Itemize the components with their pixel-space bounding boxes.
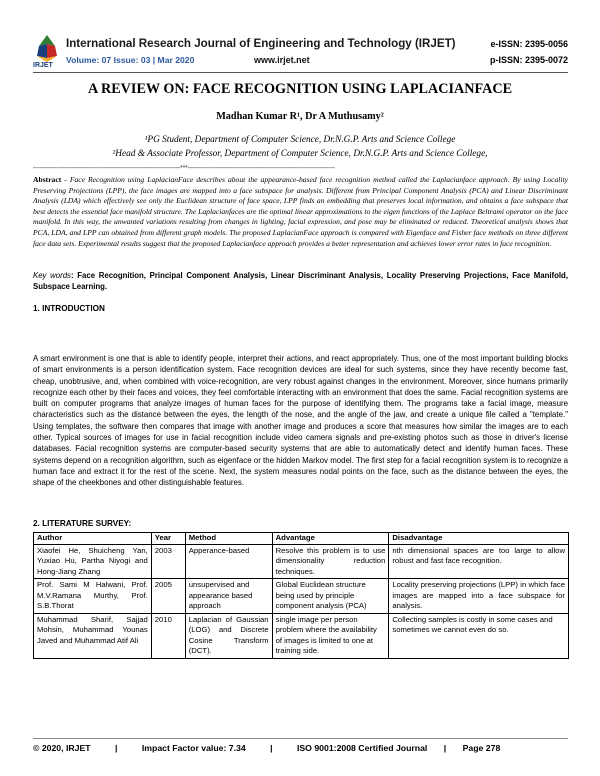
table-cell-disadvantage: nth dimensional spaces are too large to allow robust and fast face recognition. bbox=[389, 544, 569, 579]
introduction-text: A smart environment is one that is able to identify people, interpret their actions, and react appropriately. Thus, one of the most important building blocks of smart environments is a person identification system. Face recognition devices are ideal for such systems, since they have recently become fast, cheap, unobtrusive, and, when combined with voice-recognition, are very robust against changes in the environment. Moreover, since humans primarily recognize each other by their faces and voices, they feel comfortable interacting with an environment that does the same. Facial recognition systems are built on computer programs that analyze images of human faces for the purpose of identifying them. The programs take a facial image, measure characteristics such as the distance between the eyes, the length of the nose, and the angle of the jaw, and create a unique file called a "template." Using templates, the software then compares that image with another image and produces a score that measures how similar the images are to each other. Typical sources of images for use in facial recognition include video camera signals and pre-existing photos such as those in driver's license databases. Facial recognition systems are computer-based security systems that are able to automatically detect and identify human faces. These systems depend on a recognition algorithm, such as eigenface or the hidden Markov model. The first step for a facial recognition system is to recognize a human face and extract it for the rest of the scene. Next, the system measures nodal points on the face, such as the distance between the eyes, the shape of the cheekbones and other distinguishable features. bbox=[33, 354, 568, 488]
keywords-label: Key words bbox=[33, 271, 71, 280]
table-cell-disadvantage: Locality preserving projections (LPP) in which face images are mapped into a face subspace for analysis. bbox=[389, 579, 569, 614]
table-cell-method: Laplacian of Gaussian (LOG) and Discrete Cosine Transform (DCT). bbox=[185, 613, 272, 658]
table-cell-author: Muhammad Sharif, Sajjad Mohsin, Muhammad Younas Javed and Muhammad Atif Ali bbox=[34, 613, 152, 658]
affiliation-2: ²Head & Associate Professor, Department of Computer Science, Dr.N.G.P. Arts and Science College, bbox=[112, 149, 488, 159]
table-header-row bbox=[34, 533, 569, 545]
journal-website-link[interactable]: www.irjet.net bbox=[254, 55, 310, 65]
abstract-label: Abstract bbox=[33, 175, 62, 184]
section-separator: ---------------------------------------------------------------------***--------------------------------------------------------------------- bbox=[33, 165, 335, 172]
table-cell-author: Prof. Sami M Halwani, Prof. M.V.Ramana Murthy, Prof. S.B.Thorat bbox=[34, 579, 152, 614]
footer-iso: ISO 9001:2008 Certified Journal bbox=[296, 743, 428, 753]
paper-authors: Madhan Kumar R¹, Dr A Muthusamy² bbox=[216, 111, 384, 122]
page-footer: © 2020, IRJET | Impact Factor value: 7.34 | ISO 9001:2008 Certified Journal | Page 278 bbox=[33, 743, 501, 753]
table-cell-method: Apperance-based bbox=[185, 544, 272, 579]
table-cell-advantage: single image per person problem where the availability of images is limited to one at training side. bbox=[272, 613, 389, 658]
table-row bbox=[34, 579, 569, 614]
table-cell-advantage: Resolve this problem is to use dimensionality reduction techniques. bbox=[272, 544, 389, 579]
table-cell-year: 2010 bbox=[151, 613, 185, 658]
header-divider bbox=[33, 72, 568, 73]
footer-page-number: Page 278 bbox=[462, 743, 501, 753]
literature-survey-table bbox=[33, 532, 569, 659]
table-header-author: Author bbox=[34, 533, 152, 545]
p-issn: p-ISSN: 2395-0072 bbox=[489, 55, 568, 65]
keywords-text: : Face Recognition, Principal Component Analysis, Linear Discriminant Analysis, Locality Preserving Projections, Face Manifold, Subspace Learning. bbox=[33, 271, 568, 291]
table-cell-advantage: Global Euclidean structure being used by principle component analysis (PCA) bbox=[272, 579, 389, 614]
journal-name: International Research Journal of Engineering and Technology (IRJET) bbox=[66, 37, 456, 50]
affiliation-1: ¹PG Student, Department of Computer Science, Dr.N.G.P. Arts and Science College bbox=[144, 135, 456, 145]
table-header-advantage: Advantage bbox=[272, 533, 389, 545]
volume-info: Volume: 07 Issue: 03 | Mar 2020 bbox=[66, 55, 195, 65]
table-cell-year: 2003 bbox=[151, 544, 185, 579]
table-row bbox=[34, 613, 569, 658]
footer-copyright: © 2020, IRJET bbox=[33, 743, 91, 753]
table-cell-author: Xiaofei He, Shuicheng Yan, Yuxiao Hu, Partha Niyogi and Hong-Jiang Zhang bbox=[34, 544, 152, 579]
paper-title: A REVIEW ON: FACE RECOGNITION USING LAPLACIANFACE bbox=[87, 81, 513, 97]
keywords bbox=[33, 271, 568, 292]
footer-impact-factor: Impact Factor value: 7.34 bbox=[141, 743, 246, 753]
abstract bbox=[33, 175, 568, 249]
table-header-year: Year bbox=[151, 533, 185, 545]
table-cell-year: 2005 bbox=[151, 579, 185, 614]
section-heading-introduction: 1. INTRODUCTION bbox=[33, 304, 105, 313]
abstract-text: - Face Recognition using LaplacianFace describes about the appearance-based face recognition method called the Laplacianface approach. By using Locality Preserving Projections (LPP), the face images are mapped into a face subspace for analysis. Different from Principal Component Analysis (PCA) and Linear Discriminant Analysis (LDA) which effectively see only the Euclidean structure of face space, LPP finds an embedding that preserves local information, and obtains a face subspace that best detects the essential face manifold structure. The Laplacianfaces are the optimal linear approximations to the eigen functions of the Laplace Beltrami operator on the face manifold. In this way, the unwanted variations resulting from changes in lighting, facial expression, and pose may be eliminated or reduced. Theoretical analysis shows that PCA, LDA, and LPP can obtained from different graph models. The proposed LaplacianFace approach is compared with Eigenface and Fisher face methods on three different face data sets. Experimental results suggest that the proposed Laplacianface approach provides a better representation and achieves lower error rates in face recognition. bbox=[33, 175, 568, 248]
journal-header bbox=[33, 34, 568, 72]
table-cell-method: unsupervised and appearance based approach bbox=[185, 579, 272, 614]
logo-text: IRJET bbox=[33, 62, 53, 69]
footer-divider bbox=[33, 738, 568, 739]
table-header-method: Method bbox=[185, 533, 272, 545]
table-header-disadvantage: Disadvantage bbox=[389, 533, 569, 545]
section-heading-literature-survey: 2. LITERATURE SURVEY: bbox=[33, 519, 132, 528]
table-cell-disadvantage: Collecting samples is costly in some cases and sometimes we cannot even do so. bbox=[389, 613, 569, 658]
e-issn: e-ISSN: 2395-0056 bbox=[490, 39, 568, 49]
table-row bbox=[34, 544, 569, 579]
